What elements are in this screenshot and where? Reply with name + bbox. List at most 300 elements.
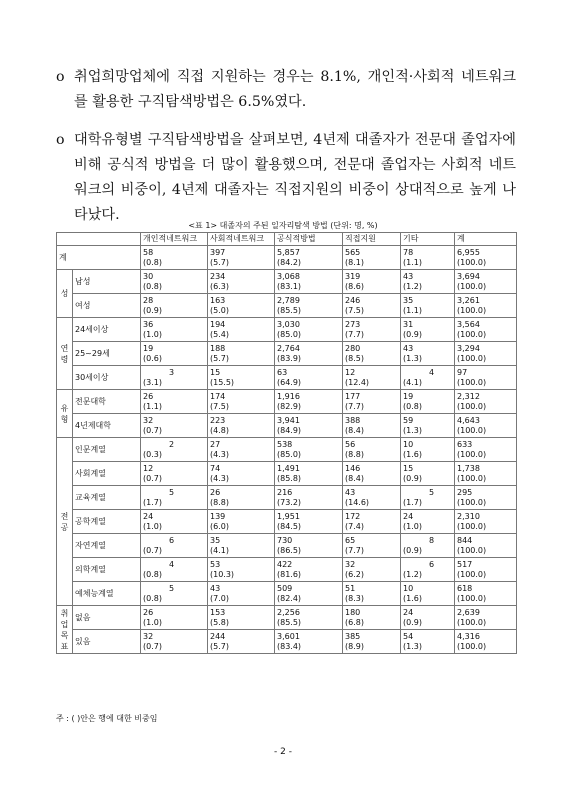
value-cell [141,582,208,606]
table-row [57,582,517,606]
value-cell [401,342,455,366]
table-row [57,294,517,318]
percent-value: (84.5) [277,521,302,531]
percent-value: (7.7) [345,401,364,411]
percent-value: (1.6) [403,449,422,459]
count-value: 15 [403,463,414,473]
count-value: 2,764 [277,343,300,353]
value-cell [208,462,275,486]
value-cell [208,294,275,318]
row-label-cell: 전문대학 [73,390,141,414]
value-cell [275,486,343,510]
value-cell [343,462,401,486]
header-cell: 직접지원 [343,233,401,246]
count-value: 19 [403,391,414,401]
value-cell [401,558,455,582]
value-cell [275,366,343,390]
percent-value: (85.5) [277,305,302,315]
percent-value: (100.0) [457,521,487,531]
percent-value: (100.0) [457,449,487,459]
header-cell: 기타 [401,233,455,246]
count-value: 19 [143,343,154,353]
percent-value: (84.2) [277,257,302,267]
table-row [57,318,517,342]
count-value: 26 [210,487,221,497]
row-label-cell: 4년제대학 [73,414,141,438]
count-value: 4 [429,367,435,377]
percent-value: (100.0) [457,377,487,387]
count-value: 4,316 [457,631,480,641]
count-value: 146 [345,463,361,473]
value-cell [141,462,208,486]
row-label-cell: 교육계열 [73,486,141,510]
job-search-method-table [56,232,517,654]
value-cell [141,534,208,558]
count-value: 35 [403,295,414,305]
value-cell [401,438,455,462]
percent-value: (100.0) [457,497,487,507]
table-row [57,558,517,582]
count-value: 27 [210,439,221,449]
count-value: 6,955 [457,247,480,257]
percent-value: (7.7) [345,329,364,339]
percent-value: (83.4) [277,641,302,651]
count-value: 10 [403,583,414,593]
percent-value: (100.0) [457,281,487,291]
table-body [57,246,517,654]
percent-value: (1.0) [143,521,162,531]
value-cell [275,414,343,438]
count-value: 397 [210,247,226,257]
table-row [57,342,517,366]
table-row [57,630,517,654]
count-value: 177 [345,391,361,401]
count-value: 24 [403,511,414,521]
value-cell [275,342,343,366]
value-cell [208,270,275,294]
count-value: 3,564 [457,319,480,329]
count-value: 51 [345,583,356,593]
header-cell: 사회적네트워크 [208,233,275,246]
value-cell [208,366,275,390]
row-label-cell: 30세이상 [73,366,141,390]
percent-value: (85.5) [277,617,302,627]
percent-value: (7.5) [345,305,364,315]
count-value: 618 [457,583,473,593]
count-value: 24 [403,607,414,617]
table-row [57,438,517,462]
percent-value: (0.7) [143,425,162,435]
row-label-cell: 인문계열 [73,438,141,462]
value-cell [455,438,517,462]
percent-value: (5.7) [210,353,229,363]
value-cell [141,486,208,510]
count-value: 15 [210,367,221,377]
percent-value: (0.6) [143,353,162,363]
count-value: 730 [277,535,293,545]
count-value: 153 [210,607,226,617]
value-cell [275,438,343,462]
count-value: 422 [277,559,293,569]
count-value: 3,694 [457,271,480,281]
table-row [57,510,517,534]
count-value: 234 [210,271,226,281]
count-value: 385 [345,631,361,641]
bullet-marker: o [56,132,65,148]
count-value: 43 [345,487,356,497]
value-cell [141,342,208,366]
count-value: 1,738 [457,463,480,473]
percent-value: (5.8) [210,617,229,627]
table-row [57,606,517,630]
count-value: 5 [169,583,175,593]
value-cell [343,366,401,390]
value-cell [208,414,275,438]
table-row [57,534,517,558]
percent-value: (4.1) [210,545,229,555]
count-value: 517 [457,559,473,569]
value-cell [141,438,208,462]
percent-value: (4.1) [403,377,422,387]
percent-value: (1.2) [403,281,422,291]
row-label-cell: 25~29세 [73,342,141,366]
table-row [57,414,517,438]
percent-value: (0.9) [403,329,422,339]
percent-value: (100.0) [457,473,487,483]
count-value: 30 [143,271,154,281]
percent-value: (0.8) [143,281,162,291]
value-cell [208,246,275,270]
count-value: 32 [345,559,356,569]
value-cell [343,414,401,438]
count-value: 12 [143,463,154,473]
table-row [57,390,517,414]
percent-value: (7.4) [345,521,364,531]
count-value: 58 [143,247,154,257]
percent-value: (64.9) [277,377,302,387]
count-value: 174 [210,391,226,401]
page-number: - 2 - [274,747,292,757]
bullet-marker: o [56,69,65,85]
value-cell [208,510,275,534]
percent-value: (0.7) [143,545,162,555]
value-cell [208,390,275,414]
value-cell [343,558,401,582]
table-row [57,270,517,294]
count-value: 43 [210,583,221,593]
value-cell [141,294,208,318]
value-cell [343,246,401,270]
count-value: 12 [345,367,356,377]
count-value: 388 [345,415,361,425]
count-value: 54 [403,631,414,641]
count-value: 3,068 [277,271,300,281]
value-cell [455,318,517,342]
value-cell [343,390,401,414]
header-corner [57,233,141,246]
header-cell: 공식적방법 [275,233,343,246]
value-cell [141,414,208,438]
percent-value: (5.0) [210,305,229,315]
count-value: 2 [169,439,175,449]
value-cell [275,318,343,342]
value-cell [141,558,208,582]
count-value: 273 [345,319,361,329]
value-cell [455,414,517,438]
value-cell [401,486,455,510]
percent-value: (14.6) [345,497,370,507]
percent-value: (1.1) [143,401,162,411]
count-value: 3,261 [457,295,480,305]
percent-value: (1.7) [143,497,162,507]
percent-value: (84.9) [277,425,302,435]
percent-value: (4.3) [210,449,229,459]
count-value: 244 [210,631,226,641]
value-cell [455,342,517,366]
value-cell [401,582,455,606]
count-value: 844 [457,535,473,545]
count-value: 180 [345,607,361,617]
percent-value: (8.3) [345,593,364,603]
percent-value: (100.0) [457,257,487,267]
value-cell [141,390,208,414]
percent-value: (12.4) [345,377,370,387]
percent-value: (1.0) [403,521,422,531]
value-cell [455,366,517,390]
percent-value: (83.9) [277,353,302,363]
row-label-cell: 있음 [73,630,141,654]
count-value: 5 [169,487,175,497]
percent-value: (8.8) [345,449,364,459]
value-cell [401,294,455,318]
value-cell [275,294,343,318]
percent-value: (0.7) [143,641,162,651]
count-value: 1,951 [277,511,300,521]
percent-value: (6.0) [210,521,229,531]
value-cell [455,510,517,534]
row-label-cell: 자연계열 [73,534,141,558]
percent-value: (73.2) [277,497,302,507]
percent-value: (85.0) [277,449,302,459]
count-value: 194 [210,319,226,329]
count-value: 319 [345,271,361,281]
value-cell [208,630,275,654]
percent-value: (86.5) [277,545,302,555]
value-cell [343,510,401,534]
percent-value: (0.8) [403,401,422,411]
percent-value: (1.3) [403,353,422,363]
count-value: 26 [143,391,154,401]
paragraph-text: 취업희망업체에 직접 지원하는 경우는 8.1%, 개인적·사회적 네트워크를 활용한 구직탐색방법은 6.5%였다. [74,69,516,110]
count-value: 280 [345,343,361,353]
value-cell [455,246,517,270]
value-cell [455,270,517,294]
count-value: 43 [403,271,414,281]
percent-value: (5.7) [210,257,229,267]
count-value: 2,312 [457,391,480,401]
count-value: 565 [345,247,361,257]
row-label-cell: 남성 [73,270,141,294]
table-row [57,486,517,510]
count-value: 35 [210,535,221,545]
count-value: 4,643 [457,415,480,425]
percent-value: (6.2) [345,569,364,579]
value-cell [455,582,517,606]
count-value: 3 [169,367,175,377]
percent-value: (85.8) [277,473,302,483]
count-value: 223 [210,415,226,425]
paragraph-1 [56,65,516,115]
percent-value: (0.9) [403,545,422,555]
paragraph-2 [56,128,516,228]
percent-value: (10.3) [210,569,235,579]
count-value: 26 [143,607,154,617]
value-cell [141,510,208,534]
count-value: 1,916 [277,391,300,401]
percent-value: (8.9) [345,641,364,651]
value-cell [208,342,275,366]
value-cell [455,534,517,558]
percent-value: (7.0) [210,593,229,603]
count-value: 8 [429,535,435,545]
value-cell [401,606,455,630]
value-cell [275,534,343,558]
value-cell [343,630,401,654]
count-value: 74 [210,463,221,473]
row-label-cell: 여성 [73,294,141,318]
percent-value: (15.5) [210,377,235,387]
value-cell [208,438,275,462]
percent-value: (6.3) [210,281,229,291]
count-value: 63 [277,367,288,377]
paragraph-text: 대학유형별 구직탐색방법을 살펴보면, 4년제 대졸자가 전문대 졸업자에 비해 공식적 방법을 더 많이 활용했으며, 전문대 졸업자는 사회적 네트워크의 비중이, 4년제 대졸자는 직접지원의 비중이 상대적으로 높게 나타났다. [74,132,516,223]
percent-value: (100.0) [457,305,487,315]
percent-value: (1.3) [403,425,422,435]
percent-value: (1.2) [403,569,422,579]
value-cell [401,318,455,342]
row-label-cell: 예체능계열 [73,582,141,606]
count-value: 32 [143,415,154,425]
percent-value: (6.8) [345,617,364,627]
value-cell [455,630,517,654]
percent-value: (82.9) [277,401,302,411]
count-value: 78 [403,247,414,257]
percent-value: (0.8) [143,593,162,603]
count-value: 5,857 [277,247,300,257]
row-label-cell: 공학계열 [73,510,141,534]
value-cell [401,366,455,390]
table-row [57,462,517,486]
value-cell [208,606,275,630]
percent-value: (5.7) [210,641,229,651]
percent-value: (82.4) [277,593,302,603]
table-note: 주 : ( )안은 행에 대한 비중임 [56,714,158,723]
count-value: 56 [345,439,356,449]
percent-value: (100.0) [457,425,487,435]
value-cell [343,486,401,510]
percent-value: (100.0) [457,401,487,411]
percent-value: (8.4) [345,473,364,483]
value-cell [208,582,275,606]
value-cell [401,390,455,414]
count-value: 2,256 [277,607,300,617]
percent-value: (1.3) [403,641,422,651]
percent-value: (0.9) [143,305,162,315]
table-header-row [57,233,517,246]
percent-value: (81.6) [277,569,302,579]
percent-value: (7.7) [345,545,364,555]
count-value: 3,941 [277,415,300,425]
value-cell [343,342,401,366]
value-cell [343,534,401,558]
percent-value: (100.0) [457,545,487,555]
percent-value: (100.0) [457,329,487,339]
percent-value: (0.8) [143,257,162,267]
row-label-cell: 24세이상 [73,318,141,342]
value-cell [141,270,208,294]
table-row [57,246,517,270]
value-cell [275,390,343,414]
row-label-cell: 사회계열 [73,462,141,486]
count-value: 163 [210,295,226,305]
value-cell [208,318,275,342]
value-cell [401,270,455,294]
percent-value: (100.0) [457,617,487,627]
value-cell [275,582,343,606]
value-cell [455,294,517,318]
count-value: 139 [210,511,226,521]
percent-value: (0.7) [143,473,162,483]
count-value: 295 [457,487,473,497]
count-value: 172 [345,511,361,521]
row-label-cell: 없음 [73,606,141,630]
value-cell [141,318,208,342]
count-value: 28 [143,295,154,305]
count-value: 31 [403,319,414,329]
row-group-cell: 성 [57,270,73,318]
count-value: 2,639 [457,607,480,617]
percent-value: (100.0) [457,569,487,579]
value-cell [208,558,275,582]
count-value: 633 [457,439,473,449]
count-value: 188 [210,343,226,353]
header-cell: 개인적네트워크 [141,233,208,246]
value-cell [208,486,275,510]
count-value: 538 [277,439,293,449]
count-value: 24 [143,511,154,521]
percent-value: (1.0) [143,617,162,627]
percent-value: (1.1) [403,257,422,267]
table-caption: <표 1> 대졸자의 주된 일자리탐색 방법 (단위: 명, %) [188,221,378,230]
value-cell [343,582,401,606]
count-value: 6 [429,559,435,569]
percent-value: (4.8) [210,425,229,435]
count-value: 43 [403,343,414,353]
value-cell [455,462,517,486]
count-value: 32 [143,631,154,641]
percent-value: (83.1) [277,281,302,291]
percent-value: (0.9) [403,617,422,627]
percent-value: (0.3) [143,449,162,459]
value-cell [401,414,455,438]
percent-value: (8.5) [345,353,364,363]
percent-value: (0.9) [403,473,422,483]
row-group-cell: 연 령 [57,318,73,390]
percent-value: (100.0) [457,593,487,603]
percent-value: (8.6) [345,281,364,291]
value-cell [455,558,517,582]
value-cell [455,606,517,630]
